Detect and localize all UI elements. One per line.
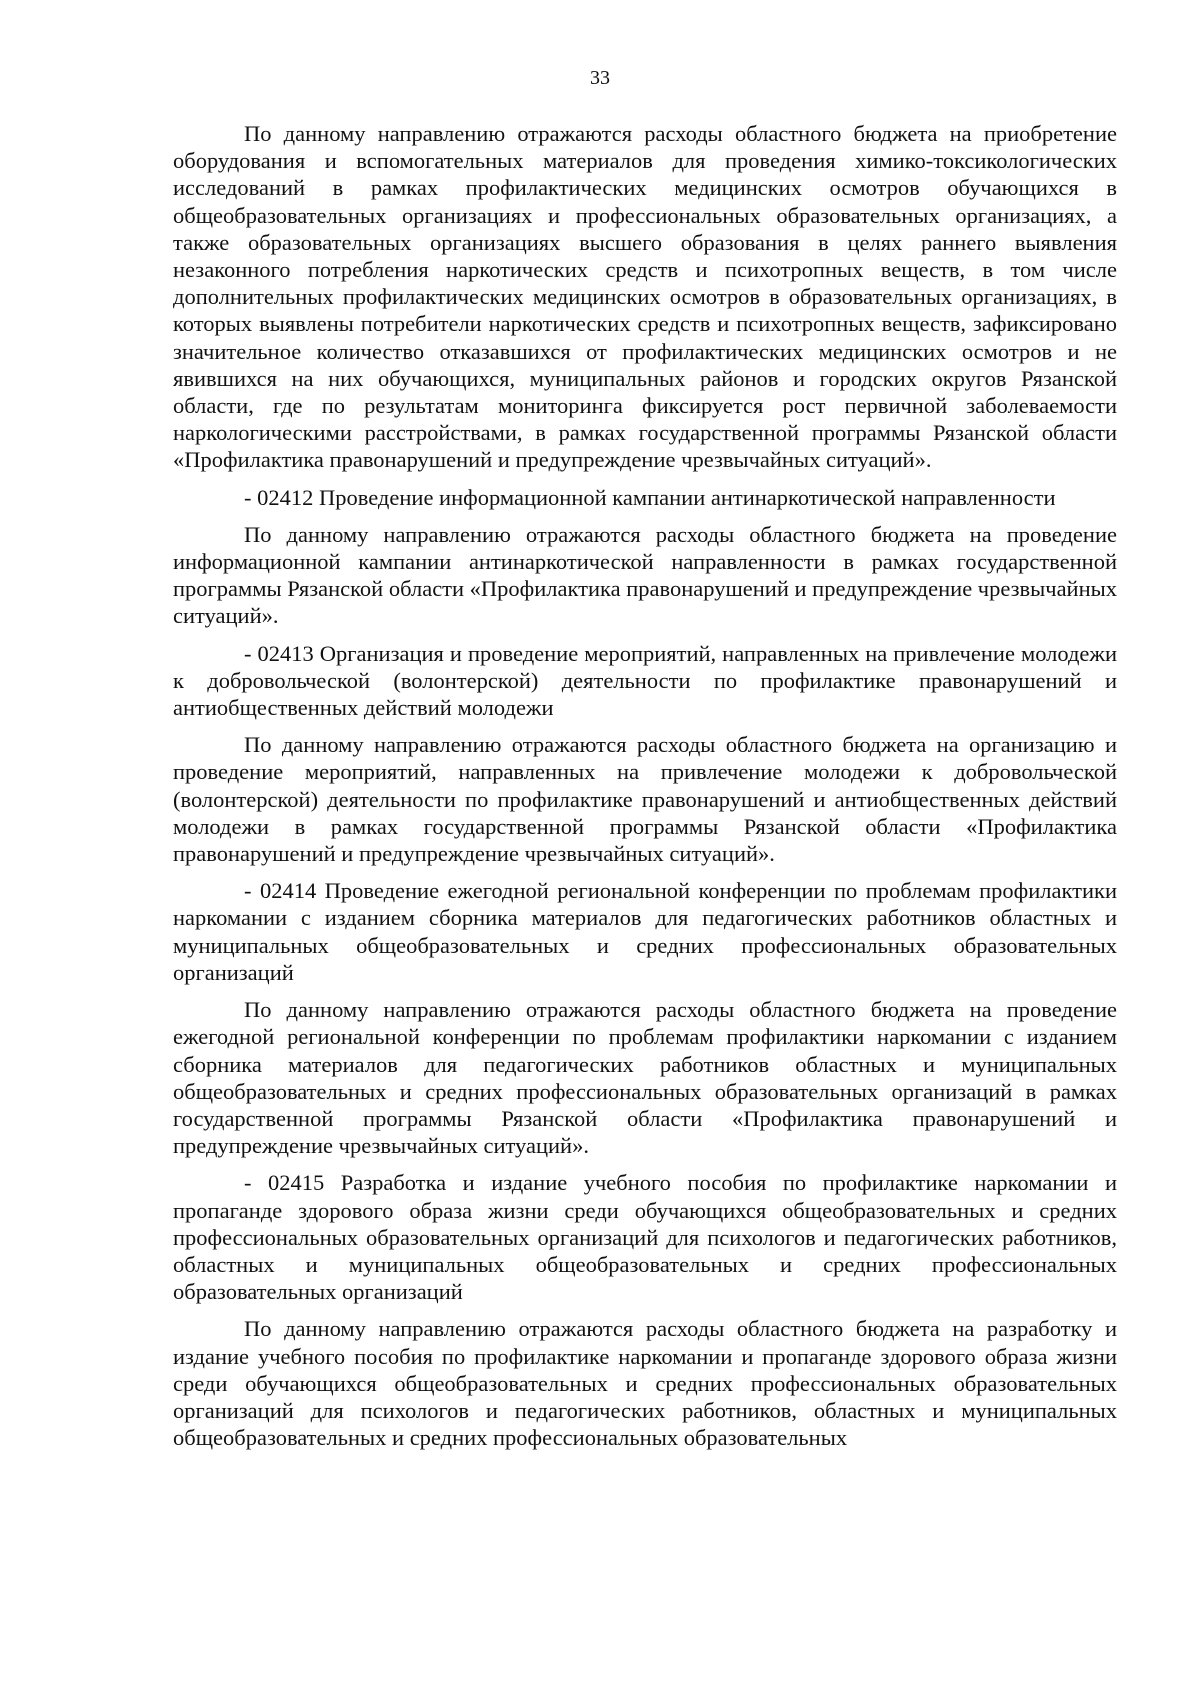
paragraph-item-heading: - 02413 Организация и проведение мероприятий, направленных на привлечение молодежи к добровольческой (волонтерской) деятельности по профилактике правонарушений и антиобщественных действий молодежи (173, 640, 1117, 721)
paragraph-item-heading: - 02412 Проведение информационной кампании антинаркотической направленности (244, 484, 1056, 510)
paragraph-item-heading: - 02414 Проведение ежегодной региональной конференции по проблемам профилактики наркомании с изданием сборника материалов для педагогических работников областных и муниципальных общеобразовательных и средних профессиональных образовательных организаций (173, 878, 1117, 985)
paragraph-item-heading: - 02415 Разработка и издание учебного пособия по профилактике наркомании и пропаганде здорового образа жизни среди обучающихся общеобразовательных и средних профессиональных образовательных организаций для психологов и педагогических работников, областных и муниципальных общеобразовательных и средних профессиональных образовательных организаций (173, 1170, 1117, 1305)
paragraph-body: По данному направлению отражаются расходы областного бюджета на приобретение оборудования и вспомогательных материалов для проведения химико-токсикологических исследований в рамках профилактических медицинских осмотров обучающихся в общеобразовательных организациях и профессиональных образовательных организациях, а также образовательных организациях высшего образования в целях раннего выявления незаконного потребления наркотических средств и психотропных веществ, в том числе дополнительных профилактических медицинских осмотров в образовательных организациях, в которых выявлены потребители наркотических средств и психотропных веществ, зафиксировано значительное количество отказавшихся от профилактических медицинских осмотров и не явившихся на них обучающихся, муниципальных районов и городских округов Рязанской области, где по результатам мониторинга фиксируется рост первичной заболеваемости наркологическими расстройствами, в рамках государственной программы Рязанской области «Профилактика правонарушений и предупреждение чрезвычайных ситуаций». (173, 121, 1117, 473)
paragraph-body: По данному направлению отражаются расходы областного бюджета на проведение ежегодной региональной конференции по проблемам профилактики наркомании с изданием сборника материалов для педагогических работников областных и муниципальных общеобразовательных и средних профессиональных образовательных организаций в рамках государственной программы Рязанской области «Профилактика правонарушений и предупреждение чрезвычайных ситуаций». (173, 997, 1117, 1159)
paragraph-body: По данному направлению отражаются расходы областного бюджета на организацию и проведение мероприятий, направленных на привлечение молодежи к добровольческой (волонтерской) деятельности по профилактике правонарушений и антиобщественных действий молодежи в рамках государственной программы Рязанской области «Профилактика правонарушений и предупреждение чрезвычайных ситуаций». (173, 732, 1117, 867)
paragraph-body: По данному направлению отражаются расходы областного бюджета на проведение информационной кампании антинаркотической направленности в рамках государственной программы Рязанской области «Профилактика правонарушений и предупреждение чрезвычайных ситуаций». (173, 521, 1118, 629)
document-body (173, 120, 1117, 1451)
page-number: 33 (590, 67, 610, 89)
paragraph-body-continued: По данному направлению отражаются расходы областного бюджета на разработку и издание учебного пособия по профилактике наркомании и пропаганде здорового образа жизни среди обучающихся общеобразовательных и средних профессиональных образовательных организаций для психологов и педагогических работников, областных и муниципальных общеобразовательных и средних профессиональных образовательных (173, 1316, 1117, 1451)
